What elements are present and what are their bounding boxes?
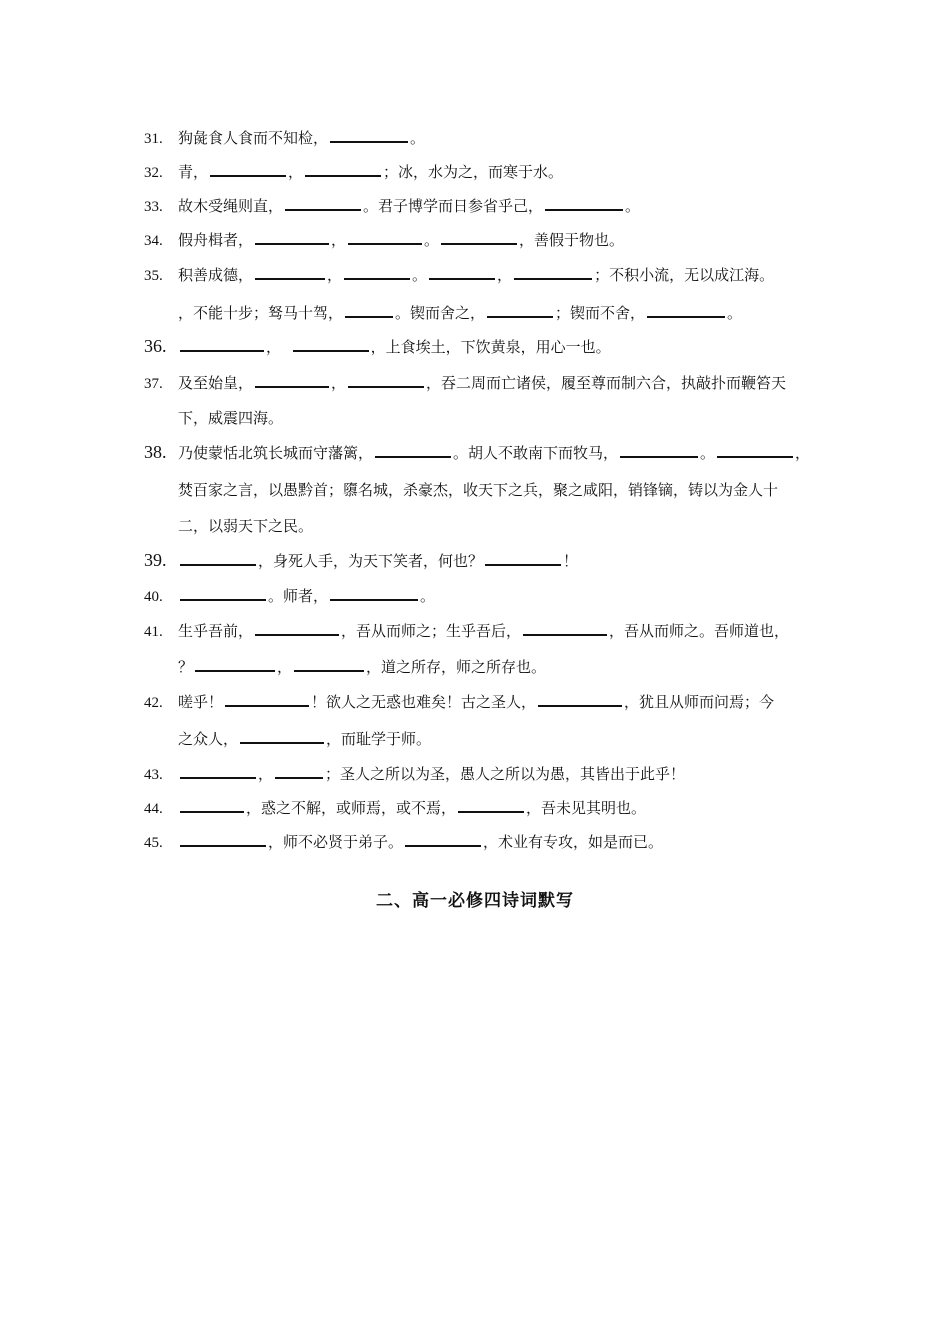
- answer-blank[interactable]: [255, 372, 329, 388]
- question-text: ，: [331, 374, 347, 392]
- question-text: ，身死人手，为天下笑者，何也？: [258, 552, 484, 570]
- question-text: ；圣人之所以为圣，愚人之所以为愚，其皆出于此乎！: [325, 765, 686, 783]
- question-37: [144, 372, 814, 394]
- section-heading: 二、高一必修四诗词默写: [376, 891, 574, 911]
- answer-blank[interactable]: [375, 442, 451, 458]
- question-text: 假舟楫者，: [178, 231, 254, 249]
- question-text: ；锲而不舍，: [555, 304, 646, 322]
- question-42-continued: [178, 728, 818, 749]
- question-text: 。: [420, 587, 436, 605]
- question-text: ，上食埃土，下饮黄泉，用心一也。: [370, 338, 611, 356]
- question-text: ，吞二周而亡诸侯，履至尊而制六合，执敲扑而鞭笞天: [426, 374, 787, 392]
- answer-blank[interactable]: [647, 302, 725, 318]
- question-text: ，术业有专攻，如是而已。: [483, 833, 664, 851]
- question-text: 。师者，: [268, 587, 329, 605]
- question-text: 焚百家之言，以愚黔首；隳名城，杀豪杰，收天下之兵，聚之咸阳，销锋镝，铸以为金人十: [178, 481, 779, 499]
- question-text: ，惑之不解，或师焉，或不焉，: [246, 799, 457, 817]
- question-text: 之众人，: [178, 730, 239, 748]
- question-text: 。君子博学而日参省乎己，: [363, 197, 544, 215]
- answer-blank[interactable]: [405, 831, 481, 847]
- answer-blank[interactable]: [485, 550, 561, 566]
- question-text: ，吾未见其明也。: [526, 799, 647, 817]
- question-text: ；冰，水为之，而寒于水。: [383, 163, 564, 181]
- question-text: ，吾从而师之。吾师道也，: [609, 622, 790, 640]
- question-number: 39.: [144, 550, 167, 570]
- answer-blank[interactable]: [180, 585, 266, 601]
- question-text: 故木受绳则直，: [178, 197, 284, 215]
- question-number: 32.: [144, 165, 163, 181]
- question-text: 。: [424, 231, 440, 249]
- question-35: [144, 264, 814, 286]
- answer-blank[interactable]: [210, 161, 286, 177]
- answer-blank[interactable]: [180, 550, 256, 566]
- question-number: 34.: [144, 233, 163, 249]
- answer-blank[interactable]: [255, 264, 325, 280]
- question-text: ，: [258, 765, 274, 783]
- question-text: 乃使蒙恬北筑长城而守藩篱，: [178, 444, 374, 462]
- question-text: ，吾从而师之；生乎吾后，: [341, 622, 522, 640]
- question-38: [144, 442, 814, 463]
- answer-blank[interactable]: [330, 585, 418, 601]
- answer-blank[interactable]: [717, 442, 793, 458]
- answer-blank[interactable]: [429, 264, 495, 280]
- question-number: 45.: [144, 835, 163, 851]
- question-text: ，: [331, 231, 347, 249]
- answer-blank[interactable]: [545, 195, 623, 211]
- question-text: 嗟乎！: [178, 693, 224, 711]
- question-39: [144, 550, 814, 571]
- answer-blank[interactable]: [225, 691, 309, 707]
- answer-blank[interactable]: [305, 161, 381, 177]
- question-text: 。: [412, 266, 428, 284]
- question-text: 狗彘食人食而不知检，: [178, 129, 329, 147]
- question-38-continued-2: [178, 516, 818, 536]
- answer-blank[interactable]: [523, 620, 607, 636]
- question-text: ，: [497, 266, 513, 284]
- question-number: 38.: [144, 442, 167, 462]
- question-number: 42.: [144, 695, 163, 711]
- question-text: ，: [795, 444, 811, 462]
- question-43: [144, 763, 814, 785]
- question-37-continued: [178, 408, 818, 428]
- answer-blank[interactable]: [514, 264, 592, 280]
- question-text: ，: [288, 163, 304, 181]
- question-44: [144, 797, 814, 819]
- question-text: 二，以弱天下之民。: [178, 517, 314, 535]
- answer-blank[interactable]: [180, 336, 264, 352]
- question-text: ，犹且从师而问焉；今: [624, 693, 775, 711]
- question-text: 。锲而舍之，: [395, 304, 486, 322]
- question-text: ，而耻学于师。: [326, 730, 432, 748]
- question-text: ，不能十步；驽马十驾，: [178, 304, 344, 322]
- answer-blank[interactable]: [255, 620, 339, 636]
- question-number: 43.: [144, 767, 163, 783]
- question-41: [144, 620, 814, 642]
- question-number: 33.: [144, 199, 163, 215]
- answer-blank[interactable]: [255, 229, 329, 245]
- question-31: [144, 127, 814, 149]
- question-text: ，道之所存，师之所存也。: [366, 658, 547, 676]
- question-42: [144, 691, 814, 713]
- question-text: 。胡人不敢南下而牧马，: [453, 444, 619, 462]
- question-number: 40.: [144, 589, 163, 605]
- question-number: 35.: [144, 268, 163, 284]
- question-text: 。: [625, 197, 641, 215]
- question-text: 青，: [178, 163, 209, 181]
- answer-blank[interactable]: [348, 372, 424, 388]
- question-text: 生乎吾前，: [178, 622, 254, 640]
- question-text: 。: [727, 304, 743, 322]
- question-41-continued: [178, 656, 818, 677]
- answer-blank[interactable]: [330, 127, 408, 143]
- question-number: 36.: [144, 336, 167, 356]
- question-text: ？: [178, 658, 194, 676]
- question-text: ；不积小流，无以成江海。: [594, 266, 775, 284]
- question-text: 下，威震四海。: [178, 409, 284, 427]
- question-text: ，: [277, 658, 293, 676]
- answer-blank[interactable]: [240, 728, 324, 744]
- question-number: 44.: [144, 801, 163, 817]
- answer-blank[interactable]: [180, 831, 266, 847]
- answer-blank[interactable]: [487, 302, 553, 318]
- question-number: 37.: [144, 376, 163, 392]
- answer-blank[interactable]: [348, 229, 422, 245]
- question-36: [144, 336, 814, 357]
- answer-blank[interactable]: [275, 763, 323, 779]
- question-35-continued: [178, 302, 818, 323]
- question-38-continued: [178, 480, 818, 500]
- question-number: 41.: [144, 624, 163, 640]
- question-text: ，: [327, 266, 343, 284]
- answer-blank[interactable]: [285, 195, 361, 211]
- answer-blank[interactable]: [458, 797, 524, 813]
- question-text: 。: [700, 444, 716, 462]
- answer-blank[interactable]: [345, 302, 393, 318]
- question-text: ，善假于物也。: [519, 231, 625, 249]
- answer-blank[interactable]: [620, 442, 698, 458]
- question-40: [144, 585, 814, 607]
- answer-blank[interactable]: [441, 229, 517, 245]
- answer-blank[interactable]: [180, 797, 244, 813]
- answer-blank[interactable]: [195, 656, 275, 672]
- question-text: 。: [410, 129, 426, 147]
- answer-blank[interactable]: [344, 264, 410, 280]
- answer-blank[interactable]: [293, 336, 369, 352]
- question-34: [144, 229, 814, 251]
- question-number: 31.: [144, 131, 163, 147]
- question-text: ，师不必贤于弟子。: [268, 833, 404, 851]
- question-text: ！欲人之无惑也难矣！古之圣人，: [311, 693, 537, 711]
- answer-blank[interactable]: [180, 763, 256, 779]
- question-text: ，: [266, 338, 282, 356]
- question-32: [144, 161, 814, 183]
- question-text: 及至始皇，: [178, 374, 254, 392]
- answer-blank[interactable]: [538, 691, 622, 707]
- question-45: [144, 831, 814, 853]
- answer-blank[interactable]: [294, 656, 364, 672]
- question-text: 积善成德，: [178, 266, 254, 284]
- question-text: ！: [563, 552, 579, 570]
- question-33: [144, 195, 814, 217]
